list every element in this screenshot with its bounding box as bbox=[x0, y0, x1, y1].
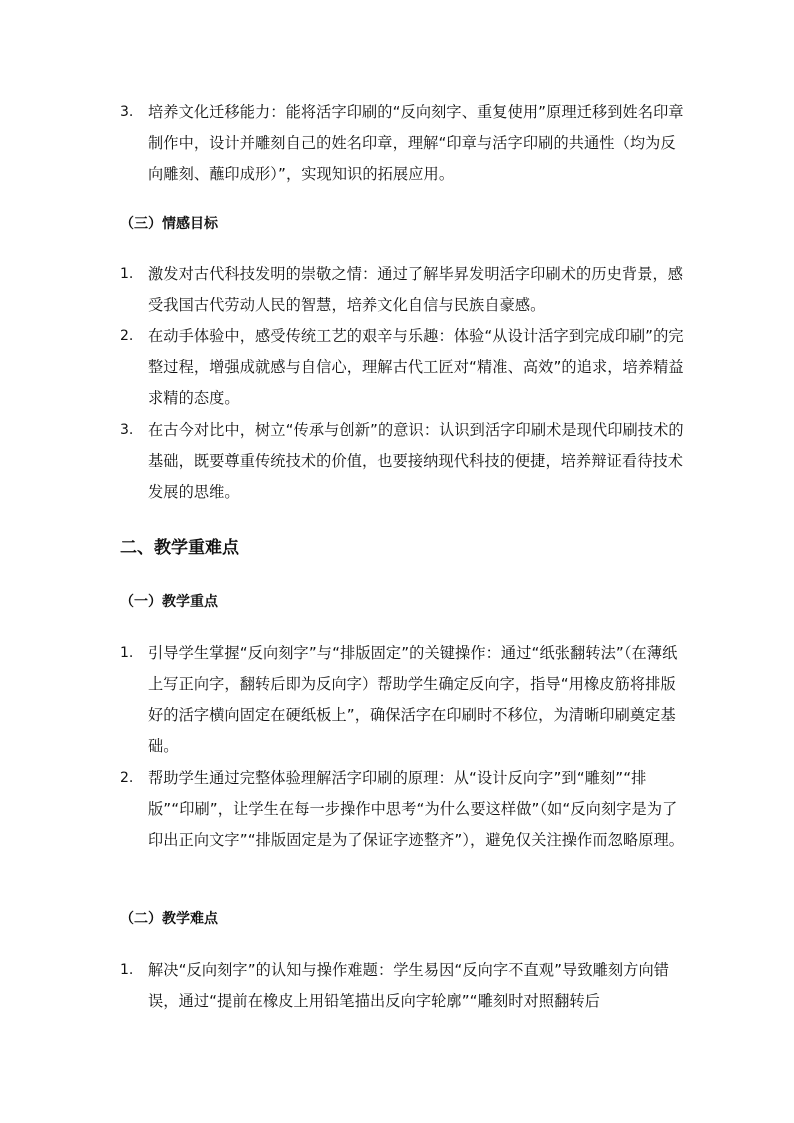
list-item-text: 在古今对比中，树立“传承与创新”的意识：认识到活字印刷术是现代印刷技术的基础，既要尊重传统技术的价值，也要接纳现代科技的便捷，培养辩证看待技术发展的思维。 bbox=[148, 421, 684, 501]
list-item-text: 培养文化迁移能力：能将活字印刷的“反向刻字、重复使用”原理迁移到姓名印章制作中，设计并雕刻自己的姓名印章，理解“印章与活字印刷的共通性（均为反向雕刻、蘸印成形）”，实现知识的拓展应用。 bbox=[148, 103, 684, 183]
list-item-number: 2. bbox=[120, 328, 134, 344]
list-item-text: 引导学生掌握“反向刻字”与“排版固定”的关键操作：通过“纸张翻转法”（在薄纸上写正向字，翻转后即为反向字）帮助学生确定反向字，指导“用橡皮筋将排版好的活字横向固定在硬纸板上”，确保活字在印刷时不移位，为清晰印刷奠定基础。 bbox=[148, 644, 678, 755]
list-item-text: 解决“反向刻字”的认知与操作难题：学生易因“反向字不直观”导致雕刻方向错误，通过“提前在橡皮上用铅笔描出反向字轮廓”“雕刻时对照翻转后 bbox=[148, 961, 670, 1010]
list-item-number: 1. bbox=[120, 645, 134, 661]
subheading-emotion-goals: （三）情感目标 bbox=[120, 216, 218, 232]
list-item-number: 1. bbox=[120, 962, 134, 978]
subheading-key-points: （一）教学重点 bbox=[120, 594, 218, 610]
list-item-number: 2. bbox=[120, 770, 134, 786]
list-item-number: 3. bbox=[120, 422, 134, 438]
list-item-number: 1. bbox=[120, 266, 134, 282]
list-item-text: 在动手体验中，感受传统工艺的艰辛与乐趣：体验“从设计活字到完成印刷”的完整过程，增强成就感与自信心，理解古代工匠对“精准、高效”的追求，培养精益求精的态度。 bbox=[148, 327, 684, 407]
subheading-difficult-points: （二）教学难点 bbox=[120, 911, 218, 927]
list-item-text: 激发对古代科技发明的崇敬之情：通过了解毕昇发明活字印刷术的历史背景，感受我国古代劳动人民的智慧，培养文化自信与民族自豪感。 bbox=[148, 265, 684, 314]
section-heading-key-difficult-points: 二、教学重难点 bbox=[120, 538, 239, 558]
list-item-text: 帮助学生通过完整体验理解活字印刷的原理：从“设计反向字”到“雕刻”“排版”“印刷”，让学生在每一步操作中思考“为什么要这样做”（如“反向刻字是为了印出正向文字”“排版固定是为了保证字迹整齐”），避免仅关注操作而忽略原理。 bbox=[148, 769, 685, 849]
list-item-number: 3. bbox=[120, 104, 134, 120]
